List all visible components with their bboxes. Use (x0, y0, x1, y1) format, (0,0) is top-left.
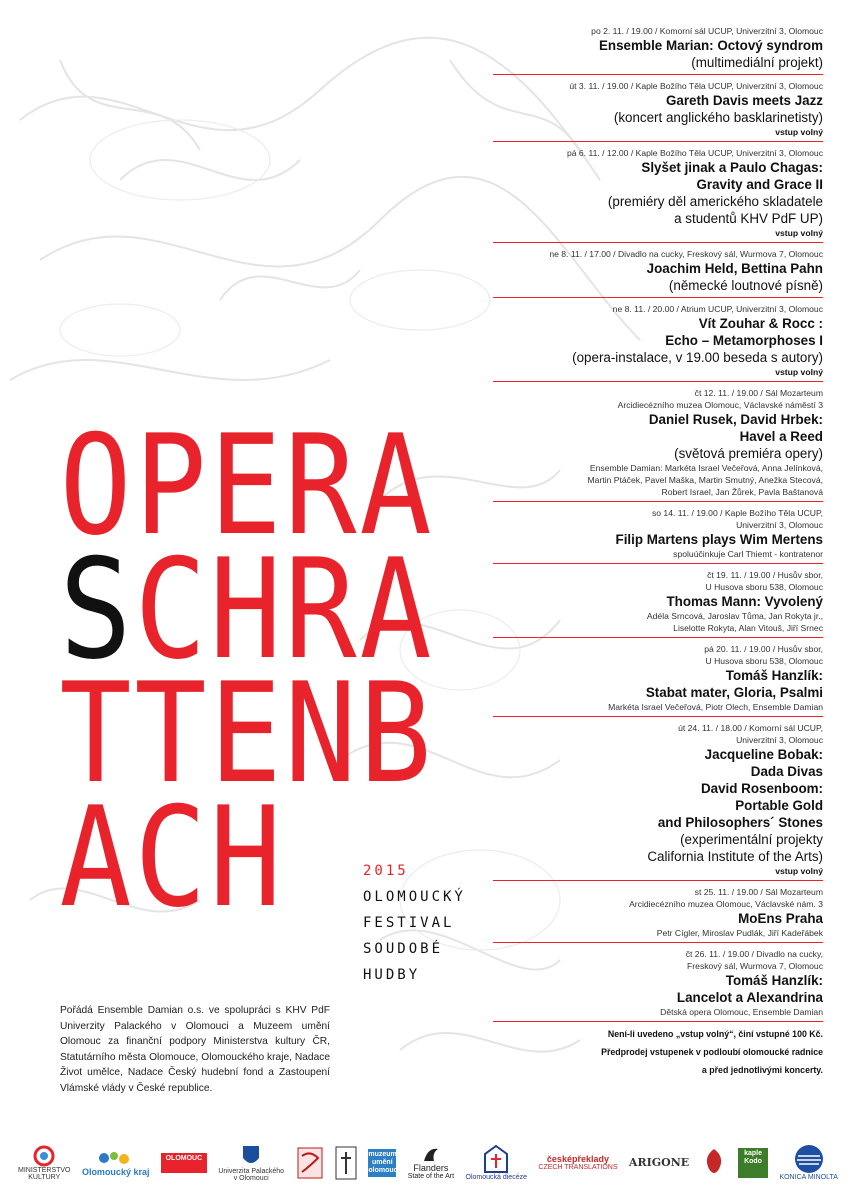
title-letter: A (59, 778, 132, 939)
sponsor-logo-flanders (408, 1145, 454, 1180)
sponsor-logo-konica-minolta (779, 1144, 837, 1181)
event-title: Lancelot a Alexandrina (676, 990, 823, 1005)
event-title: Gravity and Grace II (696, 177, 823, 192)
event-date-venue: ne 8. 11. / 20.00 / Atrium UCUP, Univerzitní 3, Olomouc (612, 304, 823, 314)
event-performers: spoluúčinkuje Carl Thiemt - kontratenor (673, 549, 823, 559)
sponsor-logo-text: State of the Art (407, 1173, 455, 1180)
free-entry-label: vstup volný (775, 367, 823, 377)
sponsor-logo-text: v Olomouci (233, 1174, 269, 1182)
event-date-venue: út 24. 11. / 18.00 / Komorní sál UCUP, (678, 723, 823, 733)
title-letter: E (209, 654, 282, 815)
title-letter: O (59, 406, 132, 567)
event-date-venue: Univerzitní 3, Olomouc (736, 735, 823, 745)
ticket-notice: Není-li uvedeno „vstup volný“, činí vstupné 100 Kč. (607, 1029, 823, 1039)
ministerstvo-kultury-logo-icon (33, 1145, 55, 1167)
event-title: and Philosophers´ Stones (657, 815, 823, 830)
title-letter: R (284, 530, 357, 691)
divadlo-logo-icon (701, 1147, 727, 1179)
sponsor-logo-text: OLOMOUC (165, 1154, 203, 1162)
event-subtitle: (koncert anglického basklarinetisty) (613, 110, 823, 125)
event-title: Vít Zouhar & Rocc : (698, 316, 823, 331)
event-date-venue: st 25. 11. / 19.00 / Sál Mozarteum (694, 887, 823, 897)
program-list (493, 22, 823, 1076)
event-performers: Ensemble Damian: Markéta Israel Večeřová, Anna Jelínková, (589, 463, 823, 473)
event-date-venue: Arcidiecézního muzea Olomouc, Václavské náměstí 3 (617, 400, 823, 410)
title-letter: A (359, 406, 432, 567)
free-entry-label: vstup volný (775, 228, 823, 238)
title-letter: R (284, 406, 357, 567)
event-date-venue: U Husova sboru 538, Olomouc (705, 656, 823, 666)
event-title: Ensemble Marian: Octový syndrom (599, 38, 823, 53)
event-date-venue: čt 19. 11. / 19.00 / Husův sbor, (707, 570, 823, 580)
event-title: Daniel Rusek, David Hrbek: (648, 412, 823, 427)
sponsor-logo-text: Olomoucký kraj (81, 1166, 150, 1177)
title-letter: S (59, 530, 132, 691)
event-date-venue: Arcidiecézního muzea Olomouc, Václavské nám. 3 (629, 899, 823, 909)
event-subtitle: (multimediální projekt) (691, 55, 823, 70)
sponsor-logo-univerzita-palackeho (218, 1144, 284, 1182)
event-date-venue: Univerzitní 3, Olomouc (736, 520, 823, 530)
event-performers: Petr Cígler, Miroslav Pudlák, Jiří Kadeřábek (656, 928, 823, 938)
program-event (493, 640, 823, 717)
event-title: Portable Gold (735, 798, 823, 813)
title-letter: N (284, 654, 357, 815)
free-entry-label: vstup volný (775, 866, 823, 876)
event-title: Jacqueline Bobak: (704, 747, 823, 762)
title-letter: H (209, 778, 282, 939)
sponsor-logo-text: kaple (744, 1149, 762, 1157)
sponsor-logo-khv (335, 1146, 357, 1180)
sponsor-logo-text: CZECH TRANSLATIONS (538, 1164, 618, 1171)
program-event (493, 22, 823, 75)
event-performers: Liselotte Rokyta, Alan Vitouš, Jiří Srnec (673, 623, 823, 633)
title-row-2 (58, 530, 433, 691)
olomoucky-kraj-logo-icon (96, 1149, 136, 1167)
sponsor-logos (18, 1135, 838, 1190)
event-title: Joachim Held, Bettina Pahn (646, 261, 823, 276)
program-event (493, 384, 823, 502)
program-event (493, 504, 823, 564)
event-performers: Adéla Srncová, Jaroslav Tůma, Jan Rokyta jr., (646, 611, 823, 621)
sponsor-logo-divadlo (701, 1147, 727, 1179)
event-subtitle: (světová premiéra opery) (674, 446, 823, 461)
sponsor-logo-text: Kodo (744, 1157, 762, 1165)
sponsor-logo-text: Flanders (413, 1163, 449, 1173)
sponsor-logo-ensemble-damian (296, 1146, 324, 1180)
event-title: Tomáš Hanzlík: (725, 668, 823, 683)
event-title: Havel a Reed (739, 429, 823, 444)
title-row-3 (58, 654, 433, 815)
event-title: Tomáš Hanzlík: (725, 973, 823, 988)
title-letter: C (134, 530, 207, 691)
sponsor-logo-arcidieceze (466, 1144, 527, 1181)
sponsor-logo-muzeum-umeni (368, 1149, 396, 1177)
ticket-notice: a před jednotlivými koncerty. (701, 1065, 823, 1075)
event-subtitle: a studentů KHV PdF UP) (674, 211, 823, 226)
event-subtitle: (premiéry děl amerického skladatele (607, 194, 823, 209)
title-letter: B (359, 654, 432, 815)
program-event (493, 945, 823, 1022)
muzeum-umeni-logo-icon (368, 1149, 396, 1177)
event-date-venue: po 2. 11. / 19.00 / Komorní sál UCUP, Univerzitní 3, Olomouc (591, 26, 823, 36)
sponsor-logo-text: česképřeklady (546, 1154, 609, 1164)
free-entry-label: vstup volný (775, 127, 823, 137)
event-date-venue: Freskový sál, Wurmova 7, Olomouc (687, 961, 823, 971)
sponsor-logo-text: KULTURY (28, 1173, 61, 1181)
event-title: Filip Martens plays Wim Mertens (615, 532, 823, 547)
event-performers: Markéta Israel Večeřová, Piotr Olech, Ensemble Damian (608, 702, 823, 712)
event-subtitle: (německé loutnové písně) (668, 278, 823, 293)
festival-line: FESTIVAL (363, 915, 455, 931)
title-letter: A (359, 530, 432, 691)
sponsor-logo-ceske-preklady (538, 1154, 617, 1171)
event-date-venue: pá 20. 11. / 19.00 / Husův sbor, (704, 644, 823, 654)
program-event (493, 77, 823, 142)
event-title: MoEns Praha (738, 911, 823, 926)
sponsor-logo-text: ARIGONE (628, 1156, 690, 1169)
program-event (493, 566, 823, 638)
sponsor-logo-text: Univerzita Palackého (218, 1167, 285, 1175)
sponsor-logo-olomoucky-kraj (82, 1149, 150, 1177)
sponsor-logo-text: Olomoucká diecéze (465, 1174, 527, 1181)
univerzita-palackeho-logo-icon (241, 1144, 261, 1168)
event-date-venue: čt 26. 11. / 19.00 / Divadlo na cucky, (685, 949, 823, 959)
title-letter: C (134, 778, 207, 939)
program-event (493, 144, 823, 243)
title-letter: T (134, 654, 207, 815)
event-title: Slyšet jinak a Paulo Chagas: (641, 160, 823, 175)
festival-line: SOUDOBÉ (363, 941, 444, 957)
title-letter: H (209, 530, 282, 691)
program-event (493, 883, 823, 943)
event-subtitle: (opera-instalace, v 19.00 beseda s autory) (572, 350, 823, 365)
sponsor-logo-text: muzeum (368, 1150, 397, 1158)
event-date-venue: út 3. 11. / 19.00 / Kaple Božího Těla UCUP, Univerzitní 3, Olomouc (569, 81, 823, 91)
event-title: Thomas Mann: Vyvolený (666, 594, 823, 609)
event-date-venue: so 14. 11. / 19.00 / Kaple Božího Těla UCUP, (651, 508, 823, 518)
ticket-notice: Předprodej vstupenek v podloubí olomoucké radnice (601, 1047, 823, 1057)
event-title: David Rosenboom: (700, 781, 823, 796)
sponsor-logo-ministerstvo-kultury (18, 1145, 71, 1181)
title-letter: T (59, 654, 132, 815)
sponsor-logo-text: KONICA MINOLTA (779, 1174, 838, 1181)
program-event (493, 245, 823, 298)
olomouc-logo-icon (161, 1153, 207, 1173)
event-subtitle: California Institute of the Arts) (647, 849, 823, 864)
organizer-text: Pořádá Ensemble Damian o.s. ve spolupráci s KHV PdF Univerzity Palackého v Olomouci a Muzeem umění Olomouc za finanční podpory Ministerstva kultury ČR, Statutárního města Olomouce, Olomouckého kraje, Nadace Život umělce, Nadace Český hudební fond a Zastoupení Vlámské vlády v České republice. (60, 1005, 330, 1094)
event-subtitle: (experimentální projekty (680, 832, 823, 847)
arcidieceze-logo-icon (483, 1144, 509, 1174)
sponsor-logo-olomouc (161, 1153, 207, 1173)
festival-line: HUDBY (363, 967, 421, 983)
sponsor-logo-text: umění (372, 1158, 393, 1166)
event-date-venue: ne 8. 11. / 17.00 / Divadlo na cucky, Freskový sál, Wurmova 7, Olomouc (549, 249, 823, 259)
program-event (493, 300, 823, 382)
event-title: Echo – Metamorphoses I (665, 333, 823, 348)
event-title: Stabat mater, Gloria, Psalmi (645, 685, 823, 700)
title-letter: E (209, 406, 282, 567)
ensemble-damian-logo-icon (296, 1146, 324, 1180)
title-row-1 (58, 406, 433, 567)
sponsor-logo-arigone (629, 1156, 689, 1169)
kaple-kodo-logo-icon (738, 1148, 768, 1178)
festival-line: OLOMOUCKÝ (363, 889, 466, 905)
event-title: Dada Divas (750, 764, 823, 779)
khv-logo-icon (335, 1146, 357, 1180)
event-date-venue: U Husova sboru 538, Olomouc (705, 582, 823, 592)
festival-name (363, 858, 466, 988)
program-event (493, 719, 823, 881)
event-performers: Dětská opera Olomouc, Ensemble Damian (660, 1007, 823, 1017)
sponsor-logo-text: MINISTERSTVO (18, 1166, 71, 1174)
event-performers: Robert Israel, Jan Žůrek, Pavla Baštanová (661, 487, 823, 497)
event-date-venue: čt 12. 11. / 19.00 / Sál Mozarteum (694, 388, 823, 398)
konica-minolta-logo-icon (794, 1144, 824, 1174)
event-date-venue: pá 6. 11. / 12.00 / Kaple Božího Těla UCUP, Univerzitní 3, Olomouc (566, 148, 823, 158)
event-title: Gareth Davis meets Jazz (665, 93, 823, 108)
sponsor-logo-text: olomouc (368, 1166, 398, 1174)
festival-year: 2015 (363, 863, 409, 879)
event-performers: Martin Ptáček, Pavel Maška, Martin Smutný, Anežka Stecová, (587, 475, 823, 485)
sponsor-logo-kaple-kodo (738, 1148, 768, 1178)
title-letter: P (134, 406, 207, 567)
flanders-logo-icon (422, 1145, 440, 1163)
